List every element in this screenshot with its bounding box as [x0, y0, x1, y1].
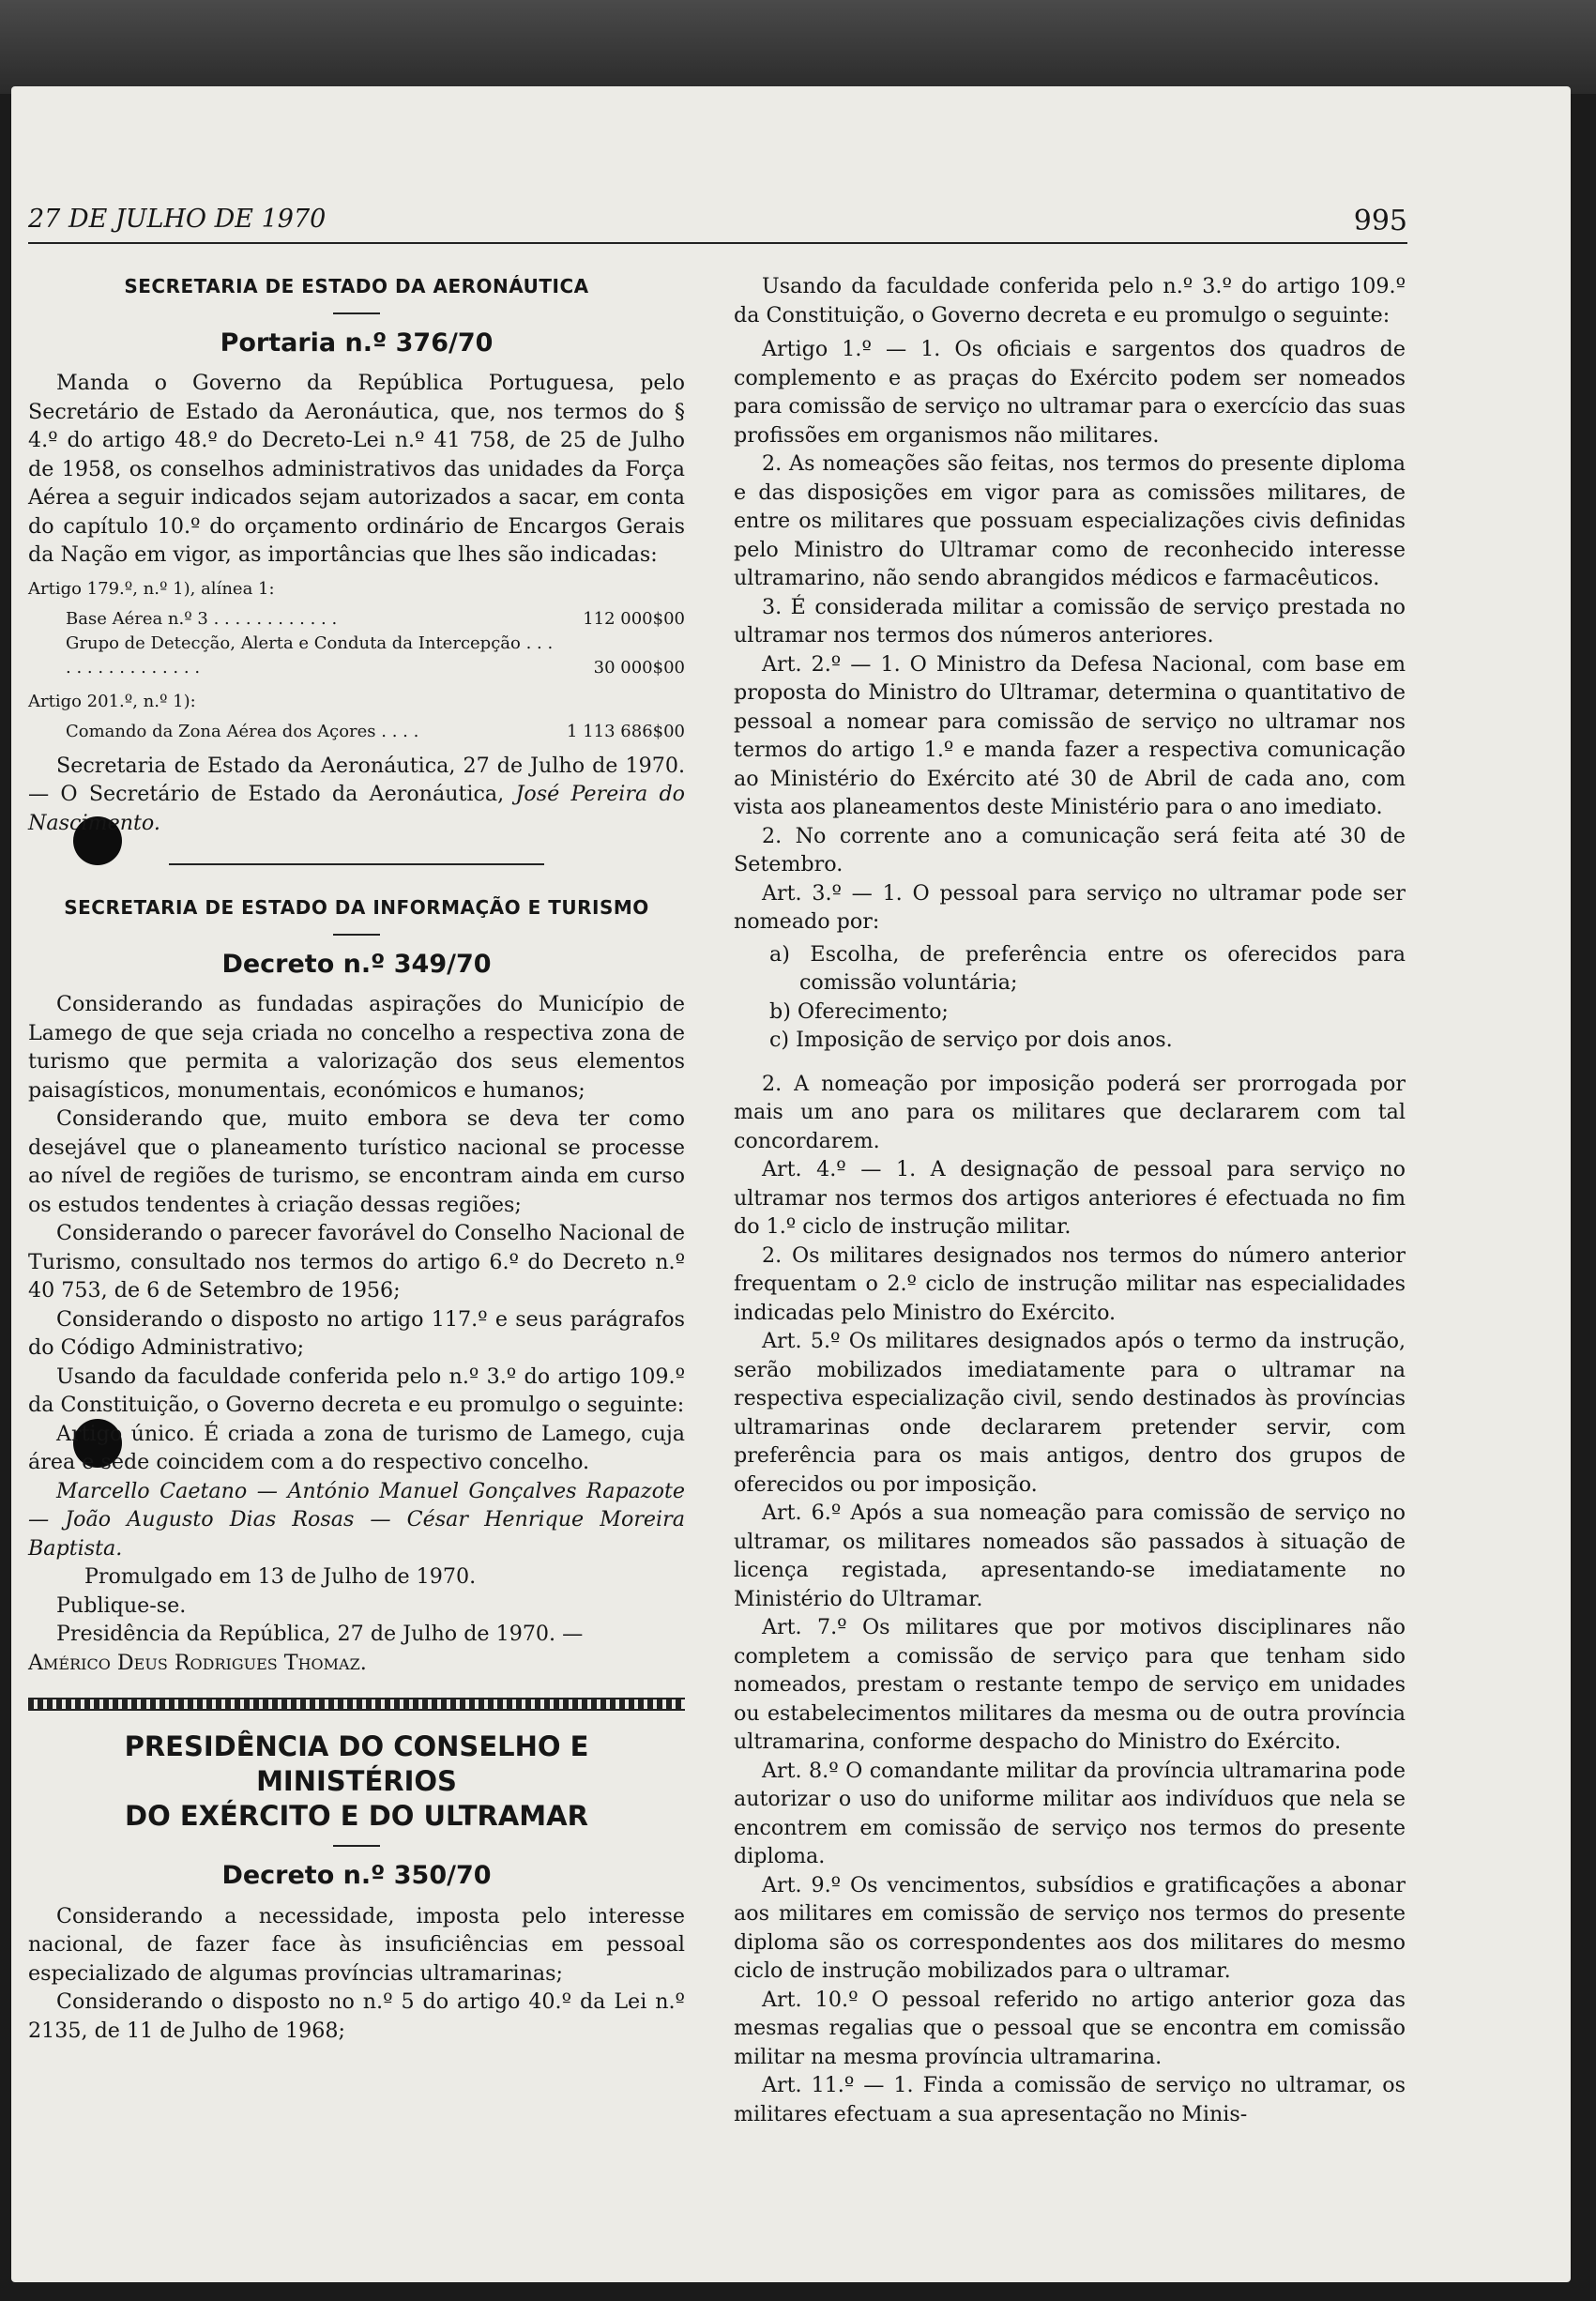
- paragraph: Art. 11.º — 1. Finda a comissão de serviço no ultramar, os militares efectuam a sua apresentação no Minis-: [734, 2073, 1406, 2126]
- document-title: Decreto n.º 350/70: [221, 1861, 492, 1890]
- article-ref: Artigo 201.º, n.º 1):: [28, 691, 196, 711]
- paragraph: Manda o Governo da República Portuguesa, pelo Secretário de Estado da Aeronáutica, que, nos termos do § 4.º do artigo 48.º do Decreto-Lei n.º 41 758, de 25 de Julho de 1958, os conselhos administrativos das unidades da Força Aérea a seguir indicados sejam autorizados a sacar, em conta do capítulo 10.º do orçamento ordinário de Encargos Gerais da Nação em vigor, as importâncias que lhes são indicadas:: [28, 371, 685, 567]
- document-title: Portaria n.º 376/70: [220, 328, 494, 358]
- allocation-value: 1 113 686$00: [567, 721, 685, 741]
- allocation-row: [66, 720, 685, 744]
- spacer: [734, 1055, 1406, 1070]
- allocation-name: Base Aérea n.º 3 . . . . . . . . . . . .: [66, 608, 338, 629]
- signers: Marcello Caetano — António Manuel Gonçalves Rapazote — João Augusto Dias Rosas — César Henrique Moreira Baptista.: [28, 1478, 685, 1561]
- section-separator: [169, 863, 544, 865]
- paragraph: Art. 4.º — 1. A designação de pessoal para serviço no ultramar nos termos dos artigos anteriores é efectuada no fim do 1.º ciclo de instrução militar.: [734, 1157, 1406, 1239]
- paragraph: Art. 5.º Os militares designados após o termo da instrução, serão mobilizados imediatamente para o ultramar na respectiva especialização civil, sendo destinados às províncias ultramarinas onde declararem pretender servir, com preferência para os mais antigos, dentro dos grupos de oferecidos ou por imposição.: [734, 1329, 1406, 1497]
- allocation-list: [28, 607, 685, 680]
- article-ref: Artigo 179.º, n.º 1), alínea 1:: [28, 578, 275, 599]
- paragraph: Art. 6.º Após a sua nomeação para comissão de serviço no ultramar, os militares nomeados são passados à situação de licença registada, apresentando-se imediatamente no Ministério do Ultramar.: [734, 1501, 1406, 1611]
- header-rule: [28, 242, 1407, 244]
- list-item: a) Escolha, de preferência entre os oferecidos para comissão voluntária;: [769, 941, 1406, 995]
- allocation-name: Grupo de Detecção, Alerta e Conduta da Intercepção . . . . . . . . . . . . . . . .: [66, 632, 554, 678]
- document-title: Decreto n.º 349/70: [221, 949, 492, 979]
- right-column: [734, 272, 1406, 2128]
- paragraph: Considerando o disposto no n.º 5 do artigo 40.º da Lei n.º 2135, de 11 de Julho de 1968;: [28, 1989, 685, 2043]
- paragraph: Artigo 1.º — 1. Os oficiais e sargentos dos quadros de complemento e as praças do Exército podem ser nomeados para comissão de serviço no ultramar para o exercício das suas profissões em organismos não militares.: [734, 337, 1406, 448]
- paragraph: Considerando que, muito embora se deva ter como desejável que o planeamento turístico nacional se processe ao nível de regiões de turismo, se encontram ainda em curso os estudos tendentes à criação dessas regiões;: [28, 1106, 685, 1217]
- nomination-options: [734, 940, 1406, 1055]
- ornamental-border: [28, 1698, 685, 1711]
- paragraph: 2. As nomeações são feitas, nos termos do presente diploma e das disposições em vigor para as comissões militares, de entre os militares que possuam especializações civis definidas pelo Ministro do Ultramar como de reconhecido interesse ultramarino, não sendo abrangidos médicos e farmacêuticos.: [734, 451, 1406, 590]
- divider: [333, 1845, 380, 1847]
- section-title: SECRETARIA DE ESTADO DA INFORMAÇÃO E TURISMO: [64, 896, 649, 919]
- promulgation: Promulgado em 13 de Julho de 1970.: [84, 1564, 477, 1589]
- page-number: 995: [1353, 205, 1407, 237]
- paragraph: 2. No corrente ano a comunicação será feita até 30 de Setembro.: [734, 823, 1406, 876]
- allocation-value: 112 000$00: [583, 608, 685, 629]
- paragraph: Art. 10.º O pessoal referido no artigo anterior goza das mesmas regalias que o pessoal que se encontra em comissão militar na mesma província ultramarina.: [734, 1987, 1406, 2069]
- paragraph: Considerando a necessidade, imposta pelo interesse nacional, de fazer face às insuficiências em pessoal especializado de algumas províncias ultramarinas;: [28, 1903, 685, 1986]
- ministry-title: PRESIDÊNCIA DO CONSELHO E MINISTÉRIOS: [124, 1730, 589, 1797]
- allocation-row: [66, 607, 685, 632]
- signer-name: José Pereira do Nascimento.: [28, 782, 686, 835]
- closing-paragraph: [28, 752, 685, 838]
- allocation-value: 30 000$00: [593, 657, 685, 678]
- paragraph: 2. A nomeação por imposição poderá ser prorrogada por mais um ano para os militares que declararem com tal concordarem.: [734, 1071, 1406, 1153]
- paragraph: Art. 3.º — 1. O pessoal para serviço no ultramar pode ser nomeado por:: [734, 880, 1406, 934]
- paragraph: Considerando o parecer favorável do Conselho Nacional de Turismo, consultado nos termos do artigo 6.º do Decreto n.º 40 753, de 6 de Setembro de 1956;: [28, 1221, 685, 1303]
- section-title: SECRETARIA DE ESTADO DA AERONÁUTICA: [124, 275, 589, 297]
- left-column: [28, 272, 685, 2045]
- divider: [333, 312, 380, 314]
- paragraph: Art. 9.º Os vencimentos, subsídios e gratificações a abonar aos militares em comissão de serviço nos termos do presente diploma são os correspondentes aos dos militares do mesmo ciclo de instrução mobilizados para o ultramar.: [734, 1872, 1406, 1983]
- paragraph: 2. Os militares designados nos termos do número anterior frequentam o 2.º ciclo de instrução militar nas especialidades indicadas pelo Ministro do Exército.: [734, 1242, 1406, 1325]
- ministry-title: DO EXÉRCITO E DO ULTRAMAR: [125, 1800, 588, 1832]
- header-date: 27 DE JULHO DE 1970: [28, 205, 327, 234]
- divider: [333, 934, 380, 936]
- closing-text: Secretaria de Estado da Aeronáutica, 27 de Julho de 1970. — O Secretário de Estado da Aeronáutica,: [28, 753, 685, 806]
- paragraph: Considerando as fundadas aspirações do Município de Lamego de que seja criada no concelho a respectiva zona de turismo que permita a valorização dos seus elementos paisagísticos, monumentais, económicos e humanos;: [28, 992, 685, 1103]
- paragraph: Art. 8.º O comandante militar da província ultramarina pode autorizar o uso do uniforme militar aos indivíduos que nela se encontrem em comissão de serviço nos termos do presente diploma.: [734, 1758, 1406, 1868]
- presidency-line: Presidência da República, 27 de Julho de 1970. —: [56, 1622, 584, 1646]
- allocation-list: [28, 720, 685, 744]
- allocation-row: [66, 632, 685, 680]
- page-header: [28, 205, 1407, 242]
- paragraph: Considerando o disposto no artigo 117.º e seus parágrafos do Código Administrativo;: [28, 1306, 685, 1360]
- list-item: b) Oferecimento;: [769, 998, 949, 1024]
- allocation-name: Comando da Zona Aérea dos Açores . . . .: [66, 721, 419, 741]
- paragraph: Usando da faculdade conferida pelo n.º 3.º do artigo 109.º da Constituição, o Governo decreta e eu promulgo o seguinte:: [734, 274, 1406, 328]
- paragraph: Usando da faculdade conferida pelo n.º 3.º do artigo 109.º da Constituição, o Governo decreta e eu promulgo o seguinte:: [28, 1364, 685, 1417]
- paragraph: Artigo único. É criada a zona de turismo de Lamego, cuja área e sede coincidem com a do respectivo concelho.: [28, 1421, 685, 1474]
- president-name: Américo Deus Rodrigues Thomaz.: [28, 1650, 367, 1675]
- paragraph: Art. 7.º Os militares que por motivos disciplinares não completem a comissão de serviço para que tenham sido nomeados, prestam o restante tempo de serviço em unidades ou estabelecimentos militares da mesma ou de outra província ultramarina, conforme despacho do Ministro do Exército.: [734, 1615, 1406, 1754]
- scan-shadow: [0, 0, 1596, 94]
- paragraph: 3. É considerada militar a comissão de serviço prestada no ultramar nos termos dos números anteriores.: [734, 594, 1406, 648]
- paragraph: Art. 2.º — 1. O Ministro da Defesa Nacional, com base em proposta do Ministro do Ultramar, determina o quantitativo de pessoal a nomear para comissão de serviço no ultramar nos termos do artigo 1.º e manda fazer a respectiva comunicação ao Ministério do Exército até 30 de Abril de cada ano, com vista aos planeamentos deste Ministério para o ano imediato.: [734, 651, 1406, 819]
- publish-note: Publique-se.: [56, 1592, 187, 1618]
- list-item: c) Imposição de serviço por dois anos.: [769, 1028, 1173, 1052]
